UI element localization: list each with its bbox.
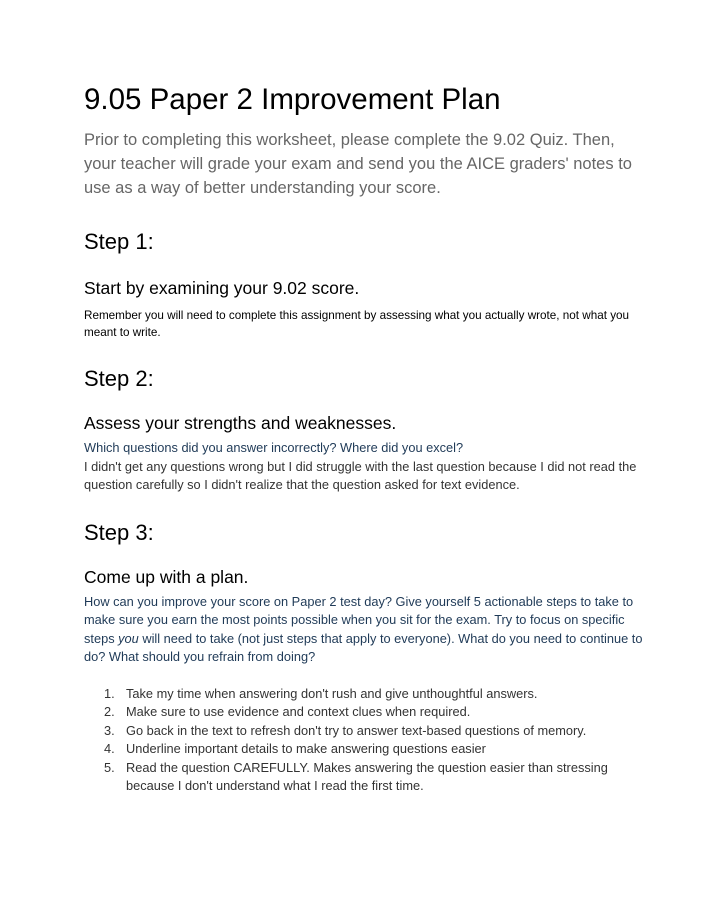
- list-item: [84, 759, 644, 796]
- list-item-number: 4.: [104, 741, 115, 756]
- list-item: [84, 740, 644, 759]
- list-item-text: Make sure to use evidence and context clues when required.: [126, 704, 471, 719]
- list-item-text: Underline important details to make answering questions easier: [126, 741, 486, 756]
- list-item-text: Go back in the text to refresh don't try to answer text-based questions of memory.: [126, 722, 587, 738]
- step2-answer: I didn't get any questions wrong but I did struggle with the last question because I did not read the question carefully so I didn't realize that the question asked for text evidence.: [84, 458, 637, 492]
- step3-prompt-part2: will need to take (not just steps that apply to everyone). What do you need to continue to do? What should you refrain from doing?: [84, 630, 643, 664]
- list-item: [84, 722, 644, 741]
- step1-note: Remember you will need to complete this assignment by assessing what you actually wrote, not what you meant to write.: [84, 309, 630, 339]
- improvement-plan-list: [84, 685, 644, 796]
- list-item-number: 5.: [104, 759, 115, 775]
- document-content: [84, 82, 644, 796]
- step1-subheading: Start by examining your 9.02 score.: [84, 278, 360, 298]
- list-item-number: 2.: [104, 704, 115, 719]
- page-title: 9.05 Paper 2 Improvement Plan: [84, 83, 501, 116]
- list-item-number: 3.: [104, 722, 115, 738]
- step3-heading: Step 3:: [84, 519, 154, 545]
- step2-heading: Step 2:: [84, 366, 154, 391]
- step2-subheading: Assess your strengths and weaknesses.: [84, 413, 397, 433]
- step3-prompt: [84, 593, 644, 667]
- step2-question: Which questions did you answer incorrectly? Where did you excel?: [84, 440, 464, 455]
- step3-prompt-emphasis: you: [118, 630, 139, 646]
- step3-prompt-part1: How can you improve your score on Paper 2 test day? Give yourself 5 actionable steps to take to make sure you earn the most points possible when you sit for the exam. Try to focus on specific steps: [84, 593, 634, 646]
- list-item-number: 1.: [104, 685, 115, 701]
- list-item: [84, 685, 644, 704]
- list-item-text: Take my time when answering don't rush and give unthoughtful answers.: [126, 685, 538, 701]
- step3-subheading: Come up with a plan.: [84, 566, 249, 587]
- step1-heading: Step 1:: [84, 229, 154, 254]
- page-subtitle: Prior to completing this worksheet, please complete the 9.02 Quiz. Then, your teacher will grade your exam and send you the AICE graders' notes to use as a way of better understanding your score.: [84, 131, 632, 197]
- list-item: [84, 703, 644, 722]
- list-item-text: Read the question CAREFULLY. Makes answering the question easier than stressing because I don't understand what I read the first time.: [126, 759, 608, 793]
